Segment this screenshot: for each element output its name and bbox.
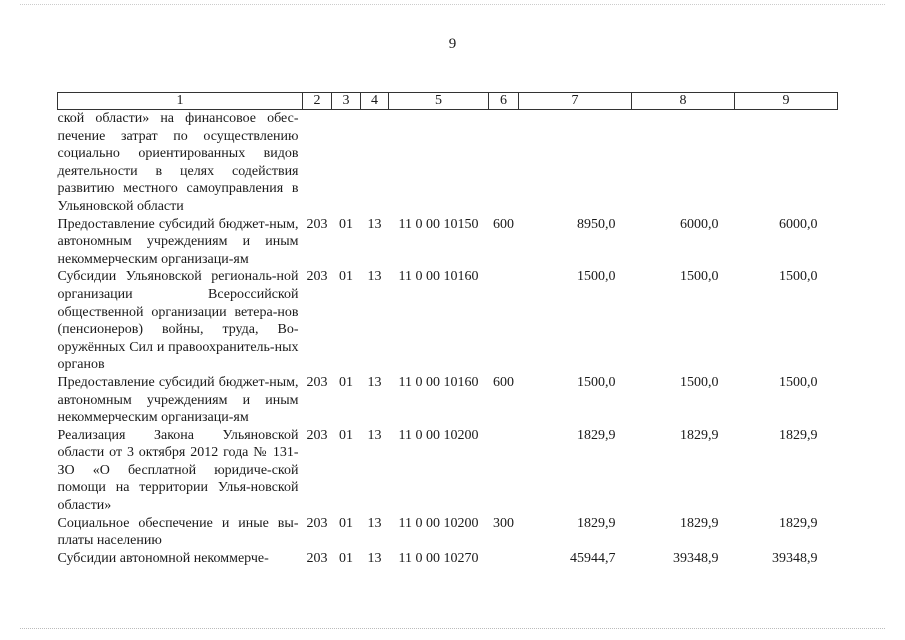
row-amount-col9: 1500,0 xyxy=(779,374,818,390)
row-amount-col7: 1500,0 xyxy=(577,374,616,390)
row-amount-col9: 39348,9 xyxy=(772,550,818,566)
row-subsection-code: 13 xyxy=(367,515,382,531)
row-subsection-code xyxy=(361,110,389,216)
row-description: Предоставление субсидий бюджет-ным, автономным учреждениям и иным некоммерческим организаци-ям xyxy=(57,216,299,267)
row-section-code xyxy=(332,110,361,216)
row-amount-col9 xyxy=(735,110,838,216)
row-amount-col7 xyxy=(519,110,632,216)
table-row xyxy=(58,427,838,515)
row-amount-col7: 1829,9 xyxy=(577,427,616,443)
row-section-code: 01 xyxy=(339,427,353,443)
row-description: Социальное обеспечение и иные вы-платы населению xyxy=(57,515,299,549)
row-amount-col8: 1829,9 xyxy=(680,515,719,531)
budget-table xyxy=(57,92,838,567)
row-amount-col7: 8950,0 xyxy=(577,216,616,232)
row-target-article: 11 0 00 10160 xyxy=(398,374,479,390)
row-amount-col9: 1829,9 xyxy=(779,427,818,443)
header-row xyxy=(58,93,838,110)
row-description: Предоставление субсидий бюджет-ным, автономным учреждениям и иным некоммерческим организаци-ям xyxy=(57,374,299,426)
row-expense-type: 300 xyxy=(493,515,514,531)
row-ministry-code: 203 xyxy=(306,374,328,390)
row-expense-type xyxy=(489,110,519,216)
header-col-4: 4 xyxy=(361,93,389,110)
row-section-code: 01 xyxy=(339,216,353,232)
row-expense-type: 600 xyxy=(493,374,514,390)
scan-edge-top xyxy=(20,4,885,5)
row-subsection-code: 13 xyxy=(367,550,382,566)
row-subsection-code: 13 xyxy=(367,427,382,443)
scan-edge-bottom xyxy=(20,628,885,629)
row-expense-type xyxy=(489,427,519,515)
row-ministry-code xyxy=(303,110,332,216)
row-target-article: 11 0 00 10200 xyxy=(398,515,479,531)
row-amount-col8: 1500,0 xyxy=(680,374,719,390)
table-row xyxy=(58,515,838,550)
table-row xyxy=(58,110,838,216)
row-amount-col7: 45944,7 xyxy=(570,550,616,566)
header-col-2: 2 xyxy=(303,93,332,110)
header-col-3: 3 xyxy=(332,93,361,110)
row-ministry-code: 203 xyxy=(306,427,328,443)
row-subsection-code: 13 xyxy=(367,269,382,285)
row-expense-type xyxy=(489,550,519,568)
row-ministry-code: 203 xyxy=(306,269,328,285)
row-amount-col7: 1500,0 xyxy=(577,269,616,285)
row-expense-type xyxy=(489,268,519,374)
row-ministry-code: 203 xyxy=(306,216,328,232)
row-amount-col8: 39348,9 xyxy=(673,550,719,566)
row-amount-col9: 6000,0 xyxy=(779,216,818,232)
table-row xyxy=(58,550,838,568)
row-description: Субсидии Ульяновской региональ-ной организации Всероссийской общественной организации ветера-нов (пенсионеров) войны, труда, Во-оружённых Сил и правоохранитель-ных органов xyxy=(57,269,299,373)
row-description: Реализация Закона Ульяновской области от 3 октября 2012 года № 131-ЗО «О бесплатной юридиче-ской помощи на территории Улья-новской области» xyxy=(57,427,299,514)
row-subsection-code: 13 xyxy=(367,374,382,390)
row-section-code: 01 xyxy=(339,374,353,390)
table-row xyxy=(58,374,838,427)
row-ministry-code: 203 xyxy=(306,550,328,566)
row-subsection-code: 13 xyxy=(367,216,382,232)
header-col-1: 1 xyxy=(58,93,303,110)
header-col-7: 7 xyxy=(519,93,632,110)
page-number: 9 xyxy=(448,36,457,52)
row-section-code: 01 xyxy=(339,515,353,531)
row-amount-col8 xyxy=(632,110,735,216)
row-section-code: 01 xyxy=(339,550,353,566)
row-amount-col9: 1829,9 xyxy=(779,515,818,531)
table-row xyxy=(58,216,838,269)
table-row xyxy=(58,268,838,374)
row-ministry-code: 203 xyxy=(306,515,328,531)
row-expense-type: 600 xyxy=(493,216,514,232)
row-amount-col8: 1500,0 xyxy=(680,269,719,285)
row-target-article: 11 0 00 10150 xyxy=(398,216,479,232)
row-amount-col8: 6000,0 xyxy=(680,216,719,232)
header-col-6: 6 xyxy=(489,93,519,110)
row-section-code: 01 xyxy=(339,269,353,285)
row-target-article: 11 0 00 10200 xyxy=(398,427,479,443)
header-col-5: 5 xyxy=(389,93,489,110)
row-amount-col8: 1829,9 xyxy=(680,427,719,443)
row-description: ской области» на финансовое обес-печение затрат по осуществлению социально ориентированных видов деятельности в целях содействия развитию местного самоуправления в Ульяновской области xyxy=(57,111,299,214)
header-col-8: 8 xyxy=(632,93,735,110)
row-amount-col7: 1829,9 xyxy=(577,515,616,531)
row-target-article: 11 0 00 10160 xyxy=(398,269,479,285)
row-target-article: 11 0 00 10270 xyxy=(398,550,479,566)
header-col-9: 9 xyxy=(735,93,838,110)
row-amount-col9: 1500,0 xyxy=(779,269,818,285)
row-target-article xyxy=(389,110,489,216)
row-description: Субсидии автономной некоммерче- xyxy=(57,550,269,566)
